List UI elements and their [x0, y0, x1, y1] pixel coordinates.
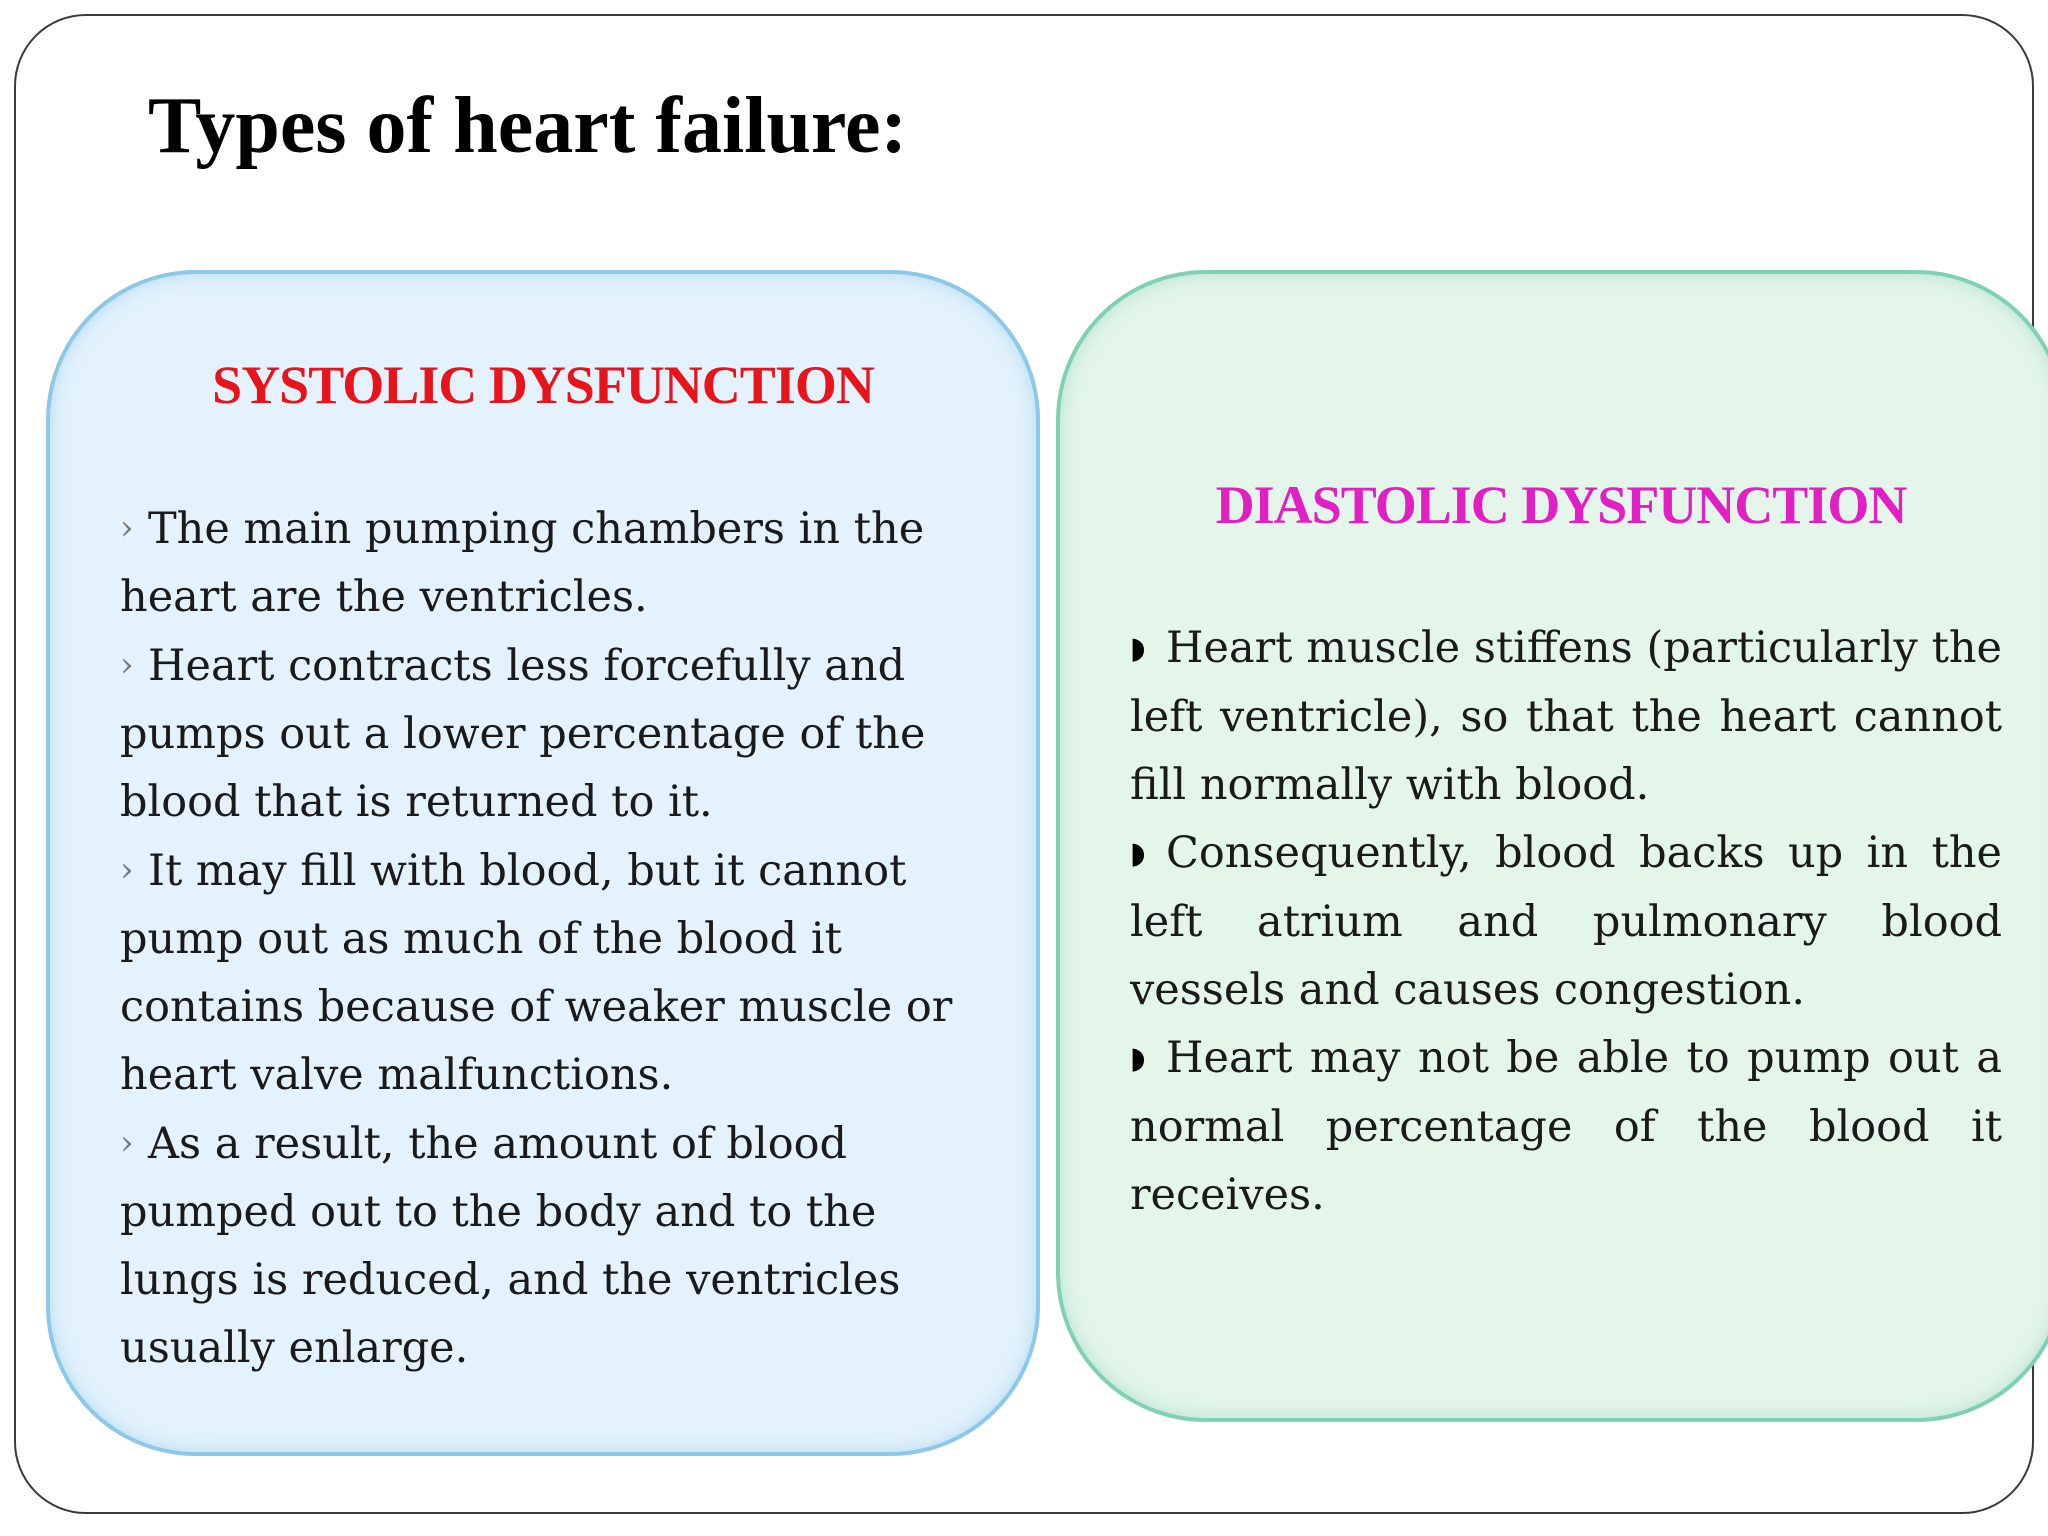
chevron-right-icon: ›: [120, 645, 134, 685]
systolic-item-text: As a result, the amount of blood pumped out to the body and to the lungs is reduced, and the ventricles usually enlarge.: [120, 1119, 901, 1373]
diastolic-panel: [1056, 270, 2048, 1422]
list-item: [1130, 819, 2002, 1024]
systolic-heading: SYSTOLIC DYSFUNCTION: [212, 355, 874, 415]
diastolic-item-text: Heart may not be able to pump out a normal percentage of the blood it receives.: [1130, 1033, 2002, 1220]
diastolic-item-text: Consequently, blood backs up in the left atrium and pulmonary blood vessels and causes congestion.: [1130, 828, 2002, 1015]
diastolic-list: [1130, 614, 2002, 1229]
chevron-right-icon: ›: [120, 1123, 134, 1163]
list-item: [120, 631, 990, 836]
chevron-right-icon: ›: [120, 508, 134, 548]
list-item: [120, 494, 990, 631]
systolic-item-text: Heart contracts less forcefully and pumps out a lower percentage of the blood that is returned to it.: [120, 641, 926, 827]
systolic-panel: [46, 270, 1040, 1456]
diastolic-item-text: Heart muscle stiffens (particularly the left ventricle), so that the heart cannot fill normally with blood.: [1130, 623, 2002, 810]
list-item: [1130, 614, 2002, 819]
list-item: [1130, 1024, 2002, 1229]
diastolic-heading: DIASTOLIC DYSFUNCTION: [1215, 475, 1907, 535]
half-circle-bullet-icon: ◗: [1130, 631, 1146, 666]
slide-title: Types of heart failure:: [148, 82, 908, 170]
half-circle-bullet-icon: ◗: [1130, 836, 1146, 871]
half-circle-bullet-icon: ◗: [1130, 1041, 1146, 1076]
list-item: [120, 836, 990, 1109]
systolic-list: [120, 494, 990, 1382]
systolic-item-text: It may fill with blood, but it cannot pump out as much of the blood it contains because of weaker muscle or heart valve malfunctions.: [120, 846, 953, 1100]
chevron-right-icon: ›: [120, 850, 134, 890]
systolic-item-text: The main pumping chambers in the heart are the ventricles.: [120, 504, 925, 622]
list-item: [120, 1109, 990, 1382]
slide-frame: [14, 14, 2034, 1514]
